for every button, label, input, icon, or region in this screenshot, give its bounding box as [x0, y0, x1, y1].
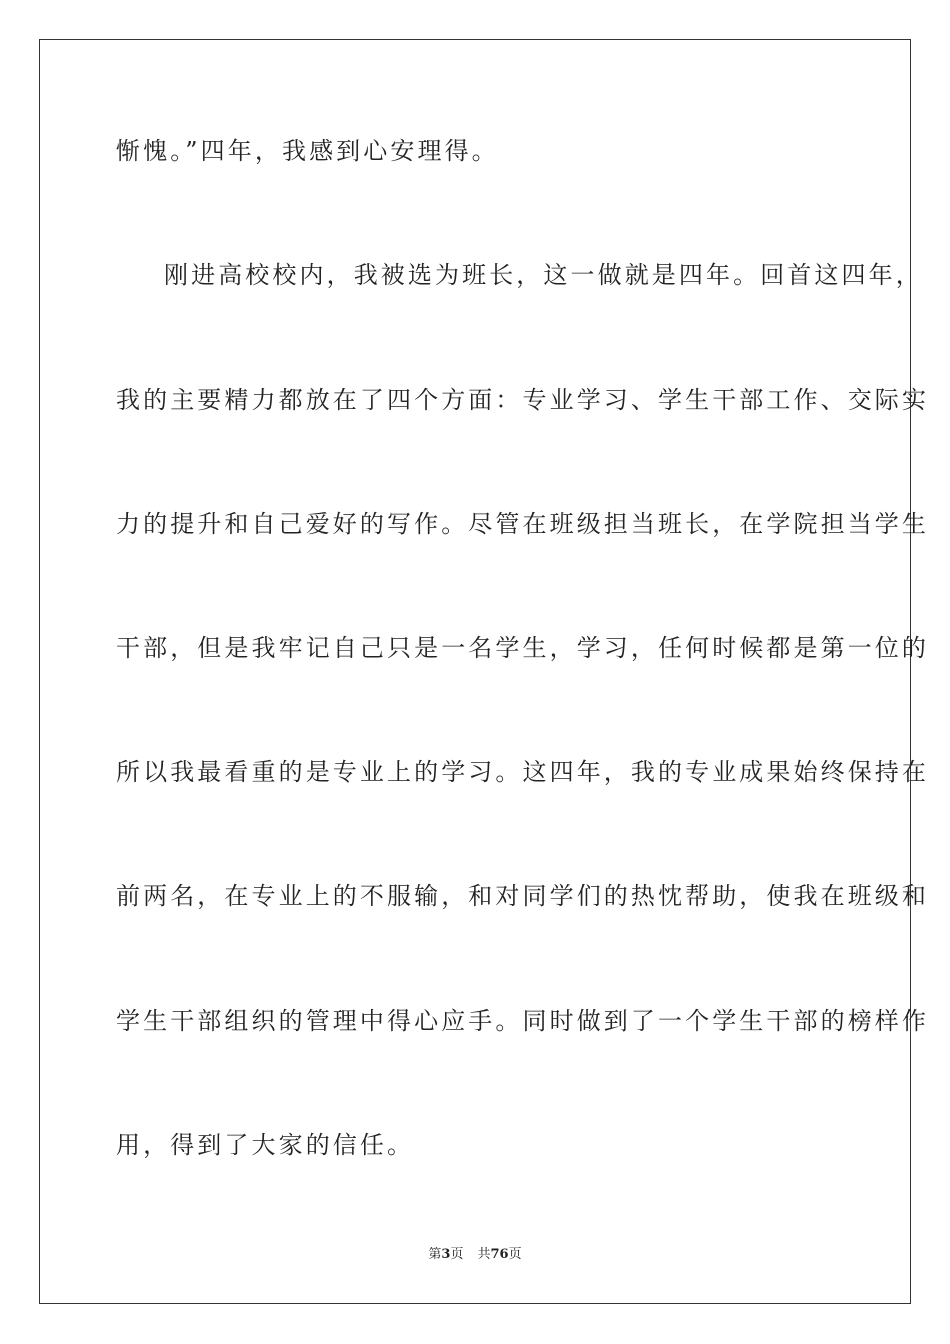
total-suffix: 页	[508, 1247, 522, 1262]
text-line-5: 干部，但是我牢记自己只是一名学生，学习，任何时候都是第一位的	[116, 634, 929, 662]
page-suffix: 页	[450, 1247, 464, 1262]
text-line-1: 惭愧。”四年，我感到心安理得。	[116, 137, 499, 165]
page-prefix: 第	[428, 1247, 442, 1262]
page-number: 3	[441, 1247, 451, 1262]
total-page-count: 76	[490, 1247, 509, 1262]
text-line-2: 刚进高校校内，我被选为班长，这一做就是四年。回首这四年，	[164, 261, 923, 289]
text-line-4: 力的提升和自己爱好的写作。尽管在班级担当班长，在学院担当学生	[116, 510, 929, 538]
text-line-7: 前两名，在专业上的不服输，和对同学们的热忱帮助，使我在班级和	[116, 882, 929, 910]
text-line-3: 我的主要精力都放在了四个方面：专业学习、学生干部工作、交际实	[116, 386, 929, 414]
total-prefix: 共	[477, 1247, 491, 1262]
page-border	[39, 39, 911, 1304]
page-footer	[0, 1246, 950, 1264]
text-line-9: 用，得到了大家的信任。	[116, 1131, 415, 1159]
text-line-8: 学生干部组织的管理中得心应手。同时做到了一个学生干部的榜样作	[116, 1007, 929, 1035]
text-line-6: 所以我最看重的是专业上的学习。这四年，我的专业成果始终保持在	[116, 758, 929, 786]
